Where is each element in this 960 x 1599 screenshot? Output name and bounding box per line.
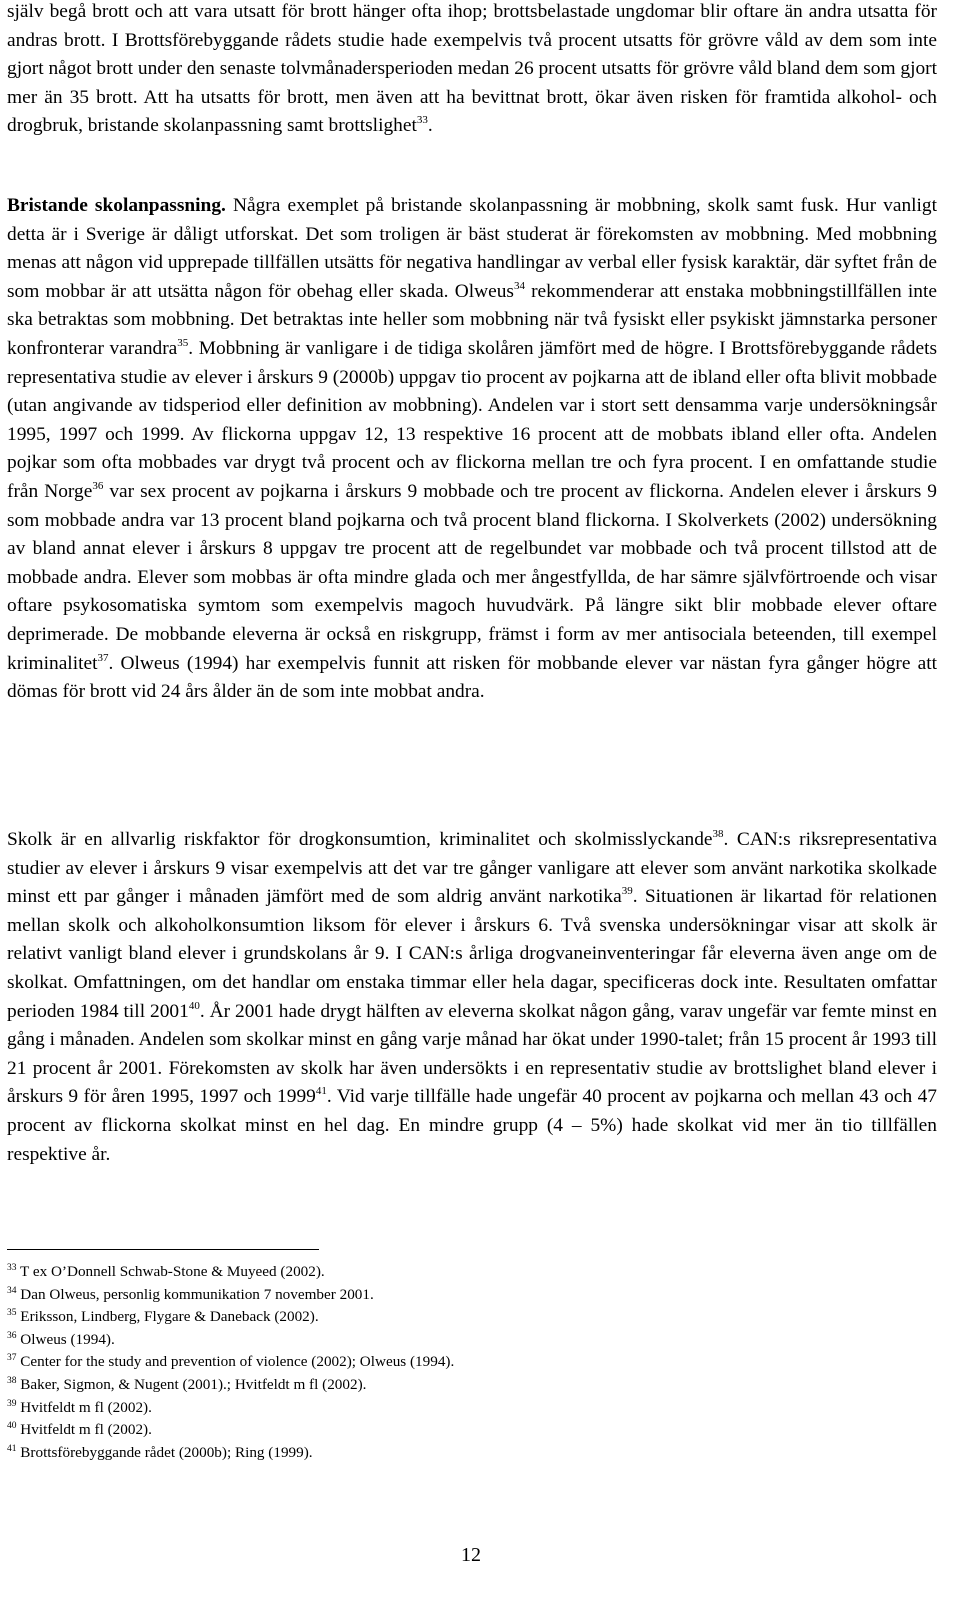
section-heading: Bristande skolanpassning. bbox=[7, 195, 226, 216]
footnote bbox=[7, 1284, 907, 1307]
paragraph-text: . År 2001 hade drygt hälften av eleverna skolkat någon gång, varav ungefär var femte minst en gång i månaden. Andelen som skolkar minst en gång varje månad har ökat under 1990-talet; från 15 procent år 1993 till 21 procent år 2001. Förekomsten av skolk har även undersökts i en representativ studie av brottslighet bland elever i årskurs 9 för åren 1995, 1997 och 1999 bbox=[7, 1000, 937, 1108]
footnote-text: Center for the study and prevention of violence (2002); Olweus (1994). bbox=[16, 1353, 455, 1371]
footnote-ref-39: 39 bbox=[621, 885, 633, 898]
paragraph-text: . Olweus (1994) har exempelvis funnit att risken för mobbande elever var nästan fyra gånger högre att dömas för brott vid 24 års ålder än de som inte mobbat andra. bbox=[7, 652, 937, 703]
footnote bbox=[7, 1397, 907, 1420]
paragraph-text: . Mobbning är vanligare i de tidiga skolåren jämfört med de högre. I Brottsförebyggande rådets representativa studie av elever i årskurs 9 (2000b) uppgav tio procent av pojkarna att de ibland eller ofta blivit mobbade (utan angivande av tidsperiod eller definition av mobbning). Andelen var i stort sett densamma varje undersökningsår 1995, 1997 och 1999. Av flickorna uppgav 12, 13 respektive 16 procent att de mobbats ibland eller ofta. Andelen pojkar som ofta mobbades var drygt två procent och av flickorna mellan tre och fyra procent. I en omfattande studie från Norge bbox=[7, 337, 938, 502]
footnote-text: Olweus (1994). bbox=[16, 1330, 115, 1348]
footnote-number: 34 bbox=[7, 1285, 17, 1296]
footnotes bbox=[7, 1261, 907, 1464]
footnote-number: 36 bbox=[7, 1330, 17, 1341]
footnote-text: Dan Olweus, personlig kommunikation 7 november 2001. bbox=[16, 1285, 374, 1303]
footnote-ref-40: 40 bbox=[188, 999, 200, 1012]
paragraph-text: var sex procent av pojkarna i årskurs 9 mobbade och tre procent av flickorna. Andelen elever i årskurs 9 som mobbade andra var 13 procent bland pojkarna och två procent bland flickorna. I Skolverkets (2002) undersökning av bland annat elever i årskurs 8 uppgav tre procent att de regelbundet var mobbade och två procent tillstod att de mobbade andra. Elever som mobbas är ofta mindre glada och mer ångestfyllda, de har sämre självförtroende och visar oftare psykosomatiska symtom som exempelvis magoch huvudvärk. På längre sikt blir mobbade elever oftare deprimerade. De mobbande eleverna är också en riskgrupp, främst i form av mer antisociala beteenden, till exempel kriminalitet bbox=[7, 480, 937, 674]
footnote-text: Baker, Sigmon, & Nugent (2001).; Hvitfeldt m fl (2002). bbox=[16, 1375, 367, 1393]
paragraph-text: rekommenderar att enstaka mobbningstillfällen inte ska betraktas som mobbning. Det betraktas inte heller som mobbning när två fysiskt eller psykiskt jämnstarka personer konfronterar varandra bbox=[7, 280, 937, 359]
footnote-ref-37: 37 bbox=[97, 651, 109, 664]
footnote-number: 40 bbox=[7, 1421, 17, 1432]
footnote-text: Brottsförebyggande rådet (2000b); Ring (1999). bbox=[16, 1443, 313, 1461]
page-number: 12 bbox=[461, 1544, 481, 1566]
footnote-number: 39 bbox=[7, 1398, 17, 1409]
footnote-text: Hvitfeldt m fl (2002). bbox=[16, 1398, 152, 1416]
footnote-number: 41 bbox=[7, 1443, 17, 1454]
footnote-ref-41: 41 bbox=[315, 1085, 327, 1098]
footnote-number: 38 bbox=[7, 1375, 17, 1386]
footnote-number: 35 bbox=[7, 1308, 17, 1319]
paragraph-school-adjustment bbox=[7, 192, 937, 707]
footnote-text: Eriksson, Lindberg, Flygare & Daneback (2002). bbox=[16, 1308, 319, 1326]
footnote-ref-33: 33 bbox=[416, 114, 428, 127]
footnote bbox=[7, 1442, 907, 1465]
paragraph-text: . Vid varje tillfälle hade ungefär 40 procent av pojkarna och mellan 43 och 47 procent av flickorna skolkat minst en hel dag. En mindre grupp (4 – 5%) hade skolkat vid mer än tio tillfällen respektive år. bbox=[7, 1086, 937, 1165]
footnote-number: 37 bbox=[7, 1353, 17, 1364]
footnote bbox=[7, 1329, 907, 1352]
footnote-ref-38: 38 bbox=[712, 828, 724, 840]
footnote-ref-36: 36 bbox=[92, 479, 104, 492]
footnote bbox=[7, 1419, 907, 1442]
footnote-number: 33 bbox=[7, 1263, 17, 1273]
footnote-separator bbox=[7, 1249, 319, 1250]
footnote bbox=[7, 1306, 907, 1329]
paragraph-text: . bbox=[427, 115, 433, 137]
paragraph-text: . CAN:s riksrepresentativa studier av elever i årskurs 9 visar exempelvis att det var tre gånger vanligare att elever som använt narkotika skolkade minst ett par gånger i månaden jämfört med de som aldrig använt narkotika bbox=[7, 829, 937, 908]
paragraph-text: Skolk är en allvarlig riskfaktor för drogkonsumtion, kriminalitet och skolmisslyckande bbox=[7, 829, 713, 850]
paragraph-text: . Situationen är likartad för relationen mellan skolk och alkoholkonsumtion liksom för elever i årskurs 6. Två svenska undersökningar visar att skolk är relativt vanligt bland elever i grundskolans år 9. I CAN:s årliga drogvaneinventeringar får eleverna även ange om de skolkat. Omfattningen, om det handlar om enstaka timmar eller hela dagar, specificeras dock inte. Resultaten omfattar perioden 1984 till 2001 bbox=[7, 886, 937, 1022]
paragraph-text: själv begå brott och att vara utsatt för brott hänger ofta ihop; brottsbelastade ungdomar blir oftare än andra utsatta för andras brott. I Brottsförebyggande rådets studie hade exempelvis två procent utsatts för grövre våld av dem som inte gjort något brott under den senaste tolvmånadersperioden medan 26 procent utsatts för grövre våld bland dem som gjort mer än 35 brott. Att ha utsatts för brott, men även att ha bevittnat brott, ökar även risken för framtida alkohol- och drogbruk, bristande skolanpassning samt brottslighet bbox=[7, 1, 937, 137]
footnote-text: Hvitfeldt m fl (2002). bbox=[16, 1421, 152, 1439]
footnote-ref-35: 35 bbox=[177, 336, 189, 349]
footnote-text: T ex O’Donnell Schwab-Stone & Muyeed (2002). bbox=[16, 1263, 325, 1280]
footnote-ref-34: 34 bbox=[513, 279, 525, 292]
footnote bbox=[7, 1261, 907, 1284]
footnote bbox=[7, 1351, 907, 1374]
paragraph-victimization bbox=[7, 0, 937, 141]
paragraph-text: Några exemplet på bristande skolanpassning är mobbning, skolk samt fusk. Hur vanligt detta är i Sverige är dåligt utforskat. Det som troligen är bäst studerat är förekomsten av mobbning. Med mobbning menas att någon vid upprepade tillfällen utsätts för negativa handlingar av verbal eller fysisk karaktär, där syftet från de som mobbar är att utsätta någon för obehag eller skada. Olweus bbox=[7, 195, 937, 302]
footnote bbox=[7, 1374, 907, 1397]
paragraph-truancy bbox=[7, 826, 937, 1169]
